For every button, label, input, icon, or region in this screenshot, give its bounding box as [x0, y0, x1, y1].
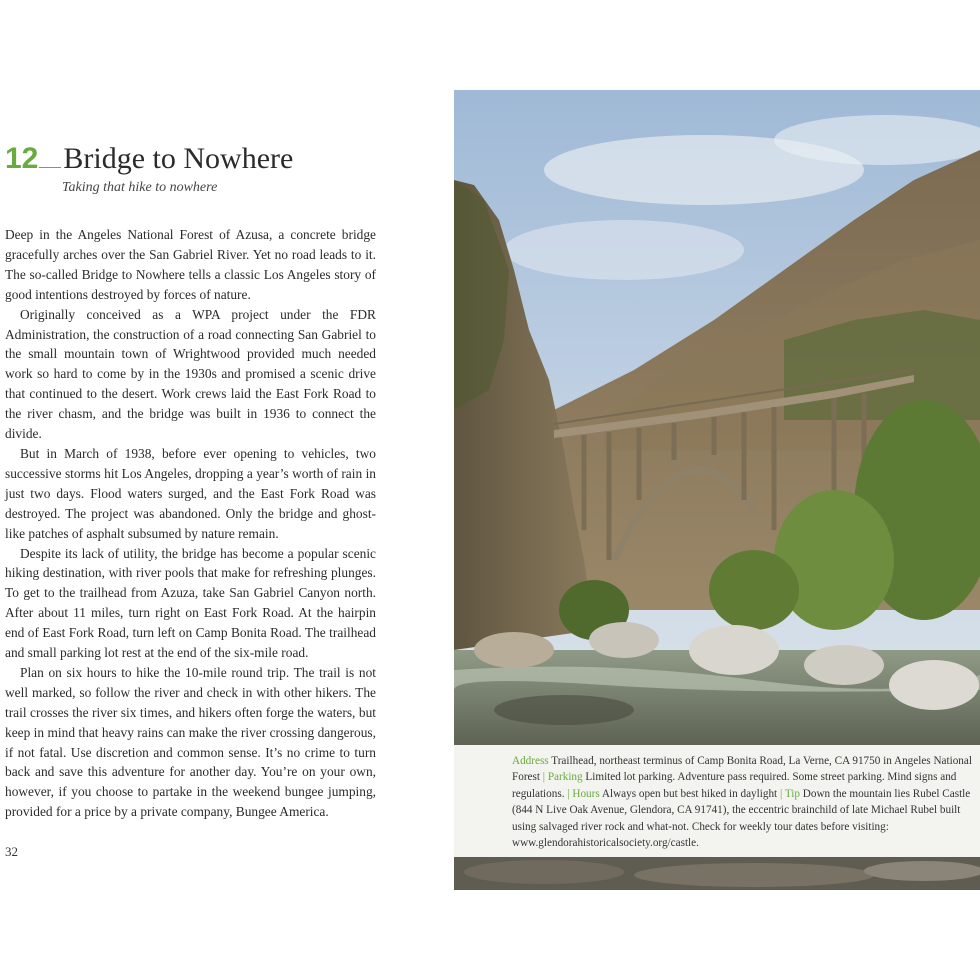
- parking-label: Parking: [547, 771, 583, 784]
- info-text: [512, 753, 974, 851]
- chapter-number-rule: [39, 167, 61, 168]
- tip-value: Down the mountain lies Rubel Castle (844 N Live Oak Avenue, Glendora, CA 91741), the eccentric brainchild of late Michael Rubel built using salvaged river rock and what-not. Check for weekly tour dates before visiting: www.glendorahistoricalsociety.org/castle.: [512, 787, 971, 850]
- tip-label: Tip: [784, 787, 800, 800]
- separator: |: [567, 787, 570, 800]
- separator: |: [779, 787, 783, 800]
- paragraph: Plan on six hours to hike the 10-mile round trip. The trail is not well marked, so follow the river and check in with other hikers. The trail crosses the river six times, and hikers often forge the waters, but keep in mind that heavy rains can make the river crossing dangerous, if not fatal. Use discretion and common sense. It’s no crime to turn back and save this adventure for another day. You’re on your own, however, if you choose to partake in the weekend bungee jumping, provided for a price by a private company, Bungee America.: [5, 664, 376, 820]
- paragraph: Originally conceived as a WPA project under the FDR Administration, the construction of a road connecting San Gabriel to the small mountain town of Wrightwood provided much needed work so hard to come by in the 1930s and promised a scenic drive that continued to the desert. Work crews laid the East Fork Road to the river chasm, and the bridge was built in 1936 to connect the divide.: [5, 306, 376, 442]
- paragraph: Deep in the Angeles National Forest of Azusa, a concrete bridge gracefully arches over the San Gabriel River. Yet no road leads to it. The so-called Bridge to Nowhere tells a classic Los Angeles story of good intentions destroyed by forces of nature.: [5, 227, 376, 302]
- chapter-title: Bridge to Nowhere: [63, 142, 294, 175]
- right-page: [454, 90, 980, 890]
- body-text: [5, 225, 376, 822]
- riverbed-strip-illustration: [454, 857, 980, 890]
- chapter-number: 12: [5, 142, 39, 175]
- bridge-photo: [454, 90, 980, 745]
- paragraph: Despite its lack of utility, the bridge has become a popular scenic hiking destination, with river pools that make for refreshing plunges. To get to the trailhead from Azuza, take San Gabriel Canyon north. After about 11 miles, turn right on East Fork Road. At the hairpin end of East Fork Road, turn left on Camp Bonita Road. The trailhead and small parking lot rest at the end of the six-mile road.: [5, 545, 376, 661]
- hours-label: Hours: [572, 787, 600, 800]
- paragraph: But in March of 1938, before ever opening to vehicles, two successive storms hit Los Angeles, dropping a year’s worth of rain in just two days. Flood waters surged, and the East Fork Road was destroyed. The project was abandoned. Only the bridge and ghost-like patches of asphalt subsumed by nature remain.: [5, 445, 376, 541]
- info-box: [454, 745, 980, 857]
- riverbed-photo-strip: [454, 857, 980, 890]
- parking-value: Limited lot parking. Adventure pass required. Some street parking. Mind signs and regulations.: [512, 771, 957, 800]
- chapter-heading: [5, 142, 445, 176]
- chapter-subtitle: Taking that hike to nowhere: [62, 180, 218, 195]
- separator: |: [542, 771, 546, 784]
- address-label: Address: [512, 755, 549, 767]
- bridge-photo-illustration: [454, 90, 980, 745]
- left-page: [0, 0, 454, 980]
- page-number: 32: [5, 844, 18, 859]
- address-value: Trailhead, northeast terminus of Camp Bonita Road, La Verne, CA 91750 in Angeles National Forest: [512, 755, 972, 784]
- hours-value: Always open but best hiked in daylight: [599, 787, 780, 800]
